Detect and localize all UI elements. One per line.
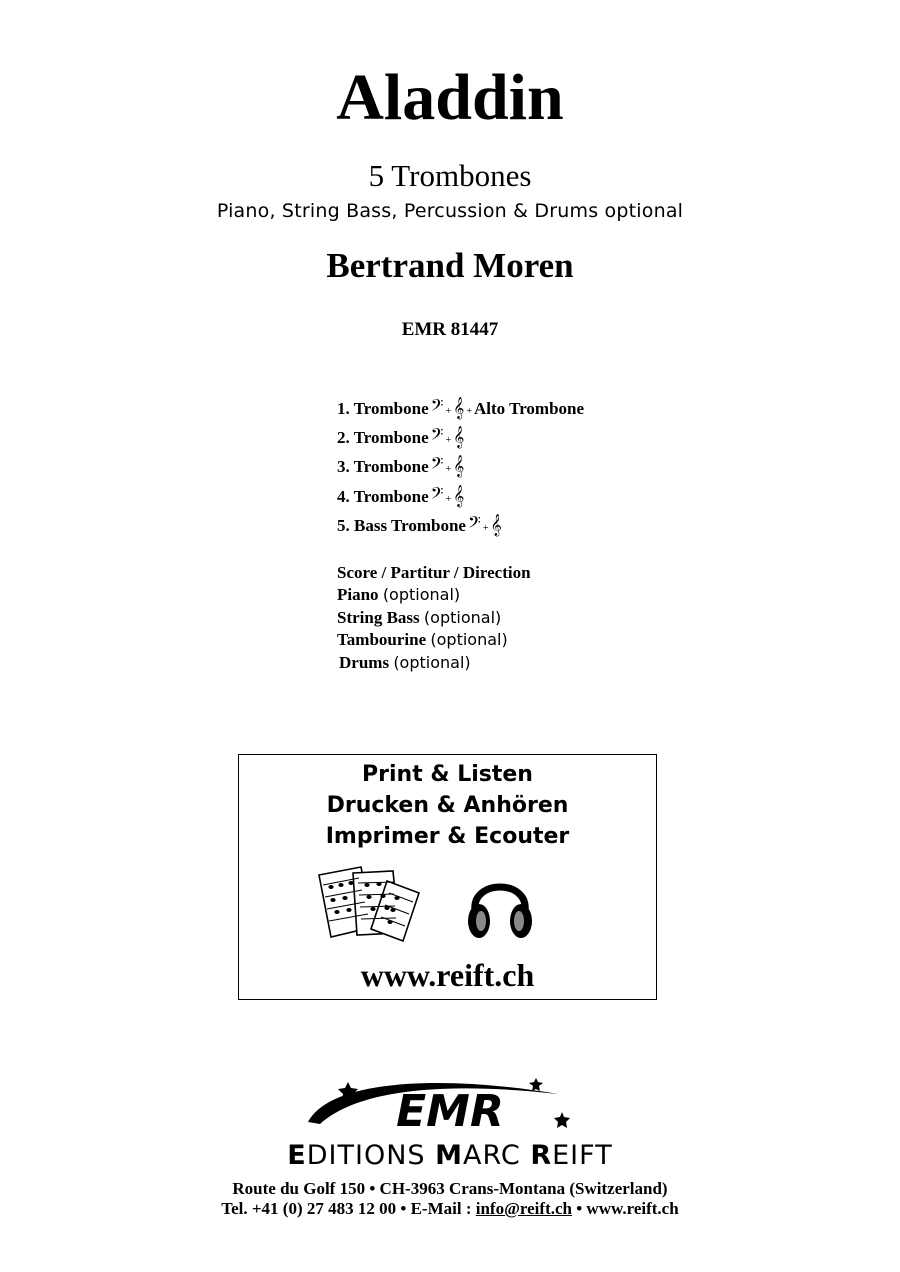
treble-clef-icon: 𝄞 [453, 455, 465, 477]
composer-name: Bertrand Moren [326, 246, 574, 285]
extra-note: (optional) [393, 653, 471, 672]
part-item [337, 426, 464, 452]
sheet-music-icon [313, 863, 425, 943]
bass-clef-icon: 𝄢 [430, 395, 444, 419]
part-label: 2. Trombone [337, 428, 429, 447]
website-url[interactable]: www.reift.ch [360, 957, 535, 993]
bass-clef-icon: 𝄢 [430, 483, 444, 507]
part-label: 5. Bass Trombone [337, 516, 466, 535]
bass-clef-icon: 𝄢 [430, 453, 444, 477]
extra-note: (optional) [430, 630, 508, 649]
headphones-icon [465, 865, 535, 945]
treble-clef-icon: 𝄞 [453, 485, 465, 507]
publisher-address: Route du Golf 150 • CH-3963 Crans-Montana (Switzerland) [232, 1179, 668, 1198]
title: Aladdin [336, 61, 564, 134]
extra-name: Piano [337, 585, 379, 604]
subtitle: 5 Trombones [368, 158, 532, 193]
emr-logo [300, 1074, 600, 1138]
website-link[interactable]: • www.reift.ch [571, 1199, 679, 1218]
bass-clef-icon: 𝄢 [430, 424, 444, 448]
part-label: 3. Trombone [337, 457, 429, 476]
extra-item [339, 652, 471, 674]
clef-group: 𝄢 + 𝄞 [430, 483, 465, 507]
treble-clef-icon: 𝄞 [453, 426, 465, 448]
promo-line: Print & Listen [362, 762, 533, 787]
part-item [337, 485, 464, 511]
clef-group: 𝄢 + 𝄞 [430, 424, 465, 448]
promo-line: Drucken & Anhören [326, 793, 569, 818]
part-label: 1. Trombone [337, 399, 429, 418]
extra-name: String Bass [337, 608, 420, 627]
logo-text: EMR [396, 1086, 504, 1137]
email-link[interactable]: info@reift.ch [475, 1199, 572, 1218]
part-label: 4. Trombone [337, 487, 429, 506]
part-extra: Alto Trombone [474, 399, 585, 418]
clef-group: 𝄢 + 𝄞 + [430, 395, 473, 419]
extra-item [337, 584, 460, 606]
treble-clef-icon: 𝄞 [490, 514, 502, 536]
bass-clef-icon: 𝄢 [467, 512, 481, 536]
clef-group: 𝄢 + 𝄞 [467, 512, 502, 536]
extra-item [337, 629, 508, 651]
promo-line: Imprimer & Ecouter [325, 824, 570, 849]
treble-clef-icon: 𝄞 [453, 397, 465, 419]
instrumentation-line: Piano, String Bass, Percussion & Drums optional [216, 200, 684, 222]
extra-note: (optional) [382, 585, 461, 604]
publisher-contact: Tel. +41 (0) 27 483 12 00 • E-Mail : info@reift.ch • www.reift.ch [221, 1199, 679, 1218]
publisher-name: EDITIONS MARC REIFT [287, 1140, 613, 1171]
promo-box [238, 754, 657, 1000]
catalog-number: EMR 81447 [401, 319, 499, 340]
extra-note: (optional) [423, 608, 502, 627]
extra-item [337, 607, 501, 629]
clef-group: 𝄢 + 𝄞 [430, 453, 465, 477]
part-item [337, 397, 584, 423]
extra-item [337, 562, 531, 584]
part-item [337, 455, 464, 481]
part-item [337, 514, 502, 540]
extra-name: Tambourine [337, 630, 427, 649]
extra-name: Drums [339, 653, 390, 672]
extra-name: Score / Partitur / Direction [337, 563, 531, 582]
